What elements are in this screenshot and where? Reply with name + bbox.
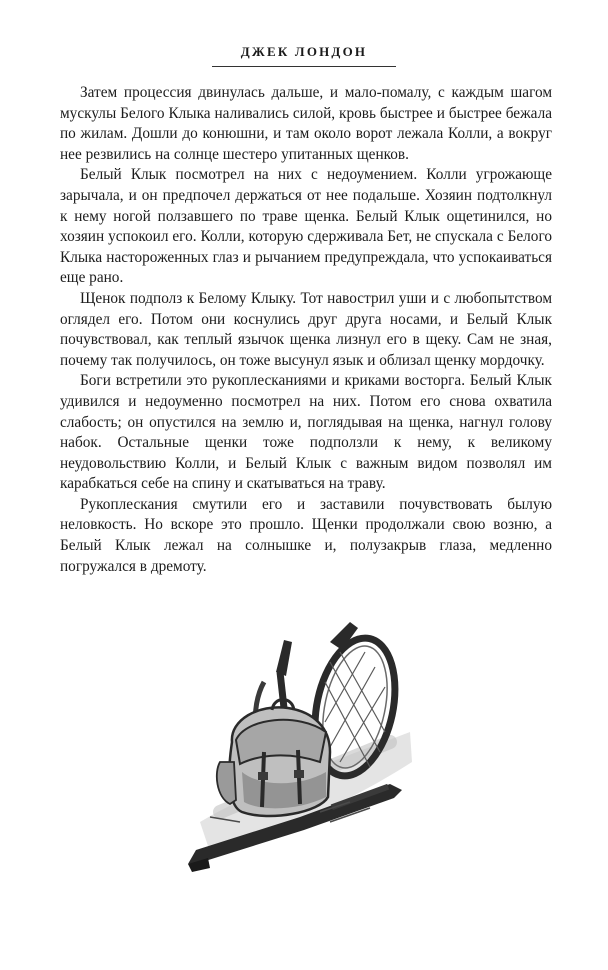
paragraph-4: Боги встретили это рукоплесканиями и криками восторга. Белый Клык удивился и недоуменно посмотрел на них. Потом его снова охватила слабость; он опустился на землю и, поглядывая на щенка, нагнул голову набок. Остальные щенки тоже подползли к нему, к великому неудовольствию Колли, и Белый Клык с важным видом позволял им карабкаться себе на спину и скатываться на траву. [60, 372, 552, 493]
running-header: ДЖЕК ЛОНДОН [240, 44, 368, 59]
paragraph-5: Рукоплескания смутили его и заставили почувствовать былую неловкость. Но вскоре это прошло. Щенки продолжали свою возню, а Белый Клык лежал на солнышке и, полузакрыв глаза, медленно погружался в дремоту. [60, 495, 552, 575]
body-text [60, 83, 552, 577]
backpack-snowshoes-rifle-illustration [180, 612, 420, 872]
backpack-icon [217, 700, 330, 817]
paragraph-3: Щенок подполз к Белому Клыку. Тот навострил уши и с любопытством оглядел его. Потом они коснулись друг друга носами, и Белый Клык почувствовал, как теплый язычок щенка лизнул его в щеку. Сам не зная, почему так получилось, он тоже высунул язык и облизал щенку мордочку. [60, 289, 552, 369]
paragraph-1: Затем процессия двинулась дальше, и мало-помалу, с каждым шагом мускулы Белого Клыка наливались силой, кровь быстрее и быстрее бежала по жилам. Дошли до конюшни, и там около ворот лежала Колли, а вокруг нее резвились на солнце шестеро упитанных щенков. [60, 84, 552, 163]
header-rule [212, 66, 396, 67]
paragraph-2: Белый Клык посмотрел на них с недоумением. Колли угрожающе зарычала, и он предпочел держаться от нее подальше. Хозяин подтолкнул к нему ногой ползавшего по траве щенка. Белый Клык ощетинился, но хозяин успокоил его. Колли, которую сдерживала Бет, не спускала с Белого Клыка настороженных глаз и рычанием предупреждала, что успокаиваться еще рано. [60, 166, 552, 287]
